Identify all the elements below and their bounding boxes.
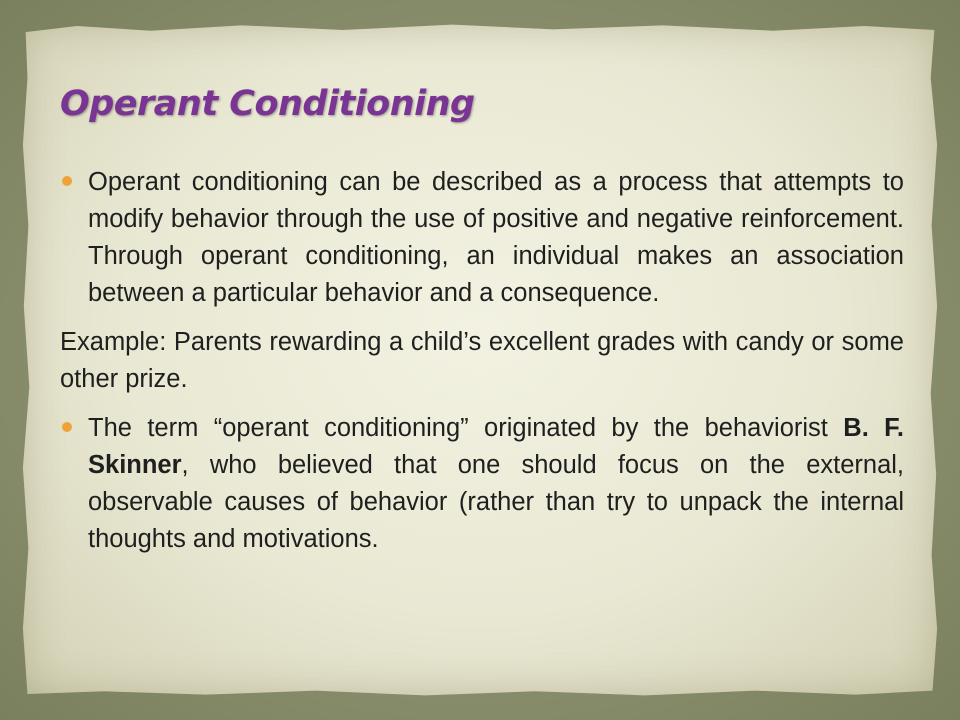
bullet-text [88,410,904,558]
bullet-item-origin [60,410,904,558]
slide-title: Operant Conditioning [60,84,475,124]
example-text: Example: Parents rewarding a child’s excellent grades with candy or some other prize. [60,328,904,393]
bullet-item-definition [60,164,904,312]
bullet-text-after: , who believed that one should focus on the external, observable causes of behavior (rather than try to unpack the internal thoughts and motivations. [88,451,904,553]
bullet-dot-icon [62,176,72,186]
bullet-text: Operant conditioning can be described as a process that attempts to modify behavior through the use of positive and negative reinforcement. Through operant conditioning, an individual makes an association between a particular behavior and a consequence. [88,168,904,307]
skinner-name: B. F. Skinner [88,414,904,479]
slide-body [60,164,904,570]
bullet-dot-icon [62,422,72,432]
bullet-text-before: The term “operant conditioning” originated by the behaviorist [88,414,844,442]
example-paragraph [60,324,904,398]
